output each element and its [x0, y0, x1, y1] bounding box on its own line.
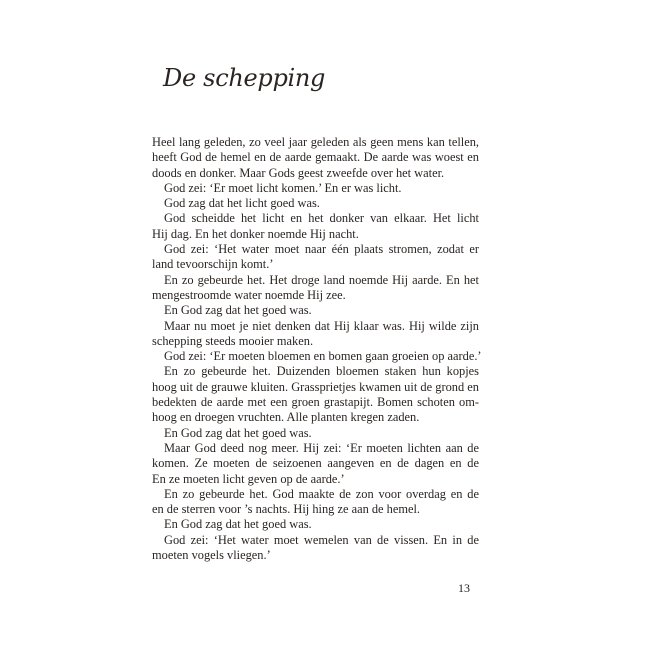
chapter-title: De schepping [163, 64, 326, 92]
text-line: hoog uit de grauwe kluiten. Grassprietjes kwamen uit de grond en [152, 379, 479, 394]
text-line: Maar nu moet je niet denken dat Hij klaar was. Hij wilde zijn [164, 318, 479, 333]
text-line: heeft God de hemel en de aarde gemaakt. De aarde was woest en [152, 150, 479, 165]
text-line: God zei: ‘Er moet licht komen.’ En er was licht. [164, 180, 402, 195]
text-line: doods en donker. Maar Gods geest zweefde over het water. [152, 165, 445, 180]
text-line: Hij dag. En het donker noemde Hij nacht. [152, 226, 359, 241]
text-line: God zei: ‘Er moeten bloemen en bomen gaan groeien op aarde.’ [164, 349, 482, 364]
text-line: En ze moeten licht geven op de aarde.’ [152, 471, 345, 486]
text-line: komen. Ze moeten de seizoenen aangeven en de dagen en de [152, 456, 479, 471]
text-line: God zei: ‘Het water moet wemelen van de vissen. En in de [164, 532, 479, 547]
text-line: God zag dat het licht goed was. [164, 196, 320, 211]
text-line: schepping steeds mooier maken. [152, 333, 314, 348]
text-line: En God zag dat het goed was. [164, 517, 312, 532]
text-line: Maar God deed nog meer. Hij zei: ‘Er moeten lichten aan de [164, 440, 479, 455]
text-line: En God zag dat het goed was. [164, 303, 312, 318]
text-line: God scheidde het licht en het donker van elkaar. Het licht [164, 211, 479, 226]
body-text [152, 135, 482, 563]
page-number: 13 [458, 581, 470, 595]
text-line: land tevoorschijn komt.’ [152, 257, 274, 272]
text-line: En zo gebeurde het. God maakte de zon voor overdag en de [164, 486, 479, 501]
text-line: God zei: ‘Het water moet naar één plaats stromen, zodat er [164, 242, 479, 257]
text-line: hoog en droegen vruchten. Alle planten kregen zaden. [152, 410, 420, 425]
text-line: En zo gebeurde het. Duizenden bloemen staken hun kopjes [164, 364, 479, 379]
text-line: En God zag dat het goed was. [164, 425, 312, 440]
text-line: bedekten de aarde met een groen grastapijt. Bomen schoten om- [152, 395, 479, 410]
text-line: en de sterren voor ’s nachts. Hij hing ze aan de hemel. [152, 502, 421, 517]
text-line: Heel lang geleden, zo veel jaar geleden als geen mens kan tellen, [152, 135, 479, 149]
text-line: moeten vogels vliegen.’ [152, 548, 271, 563]
text-line: mengestroomde water noemde Hij zee. [152, 287, 346, 302]
text-line: En zo gebeurde het. Het droge land noemde Hij aarde. En het [164, 272, 479, 287]
